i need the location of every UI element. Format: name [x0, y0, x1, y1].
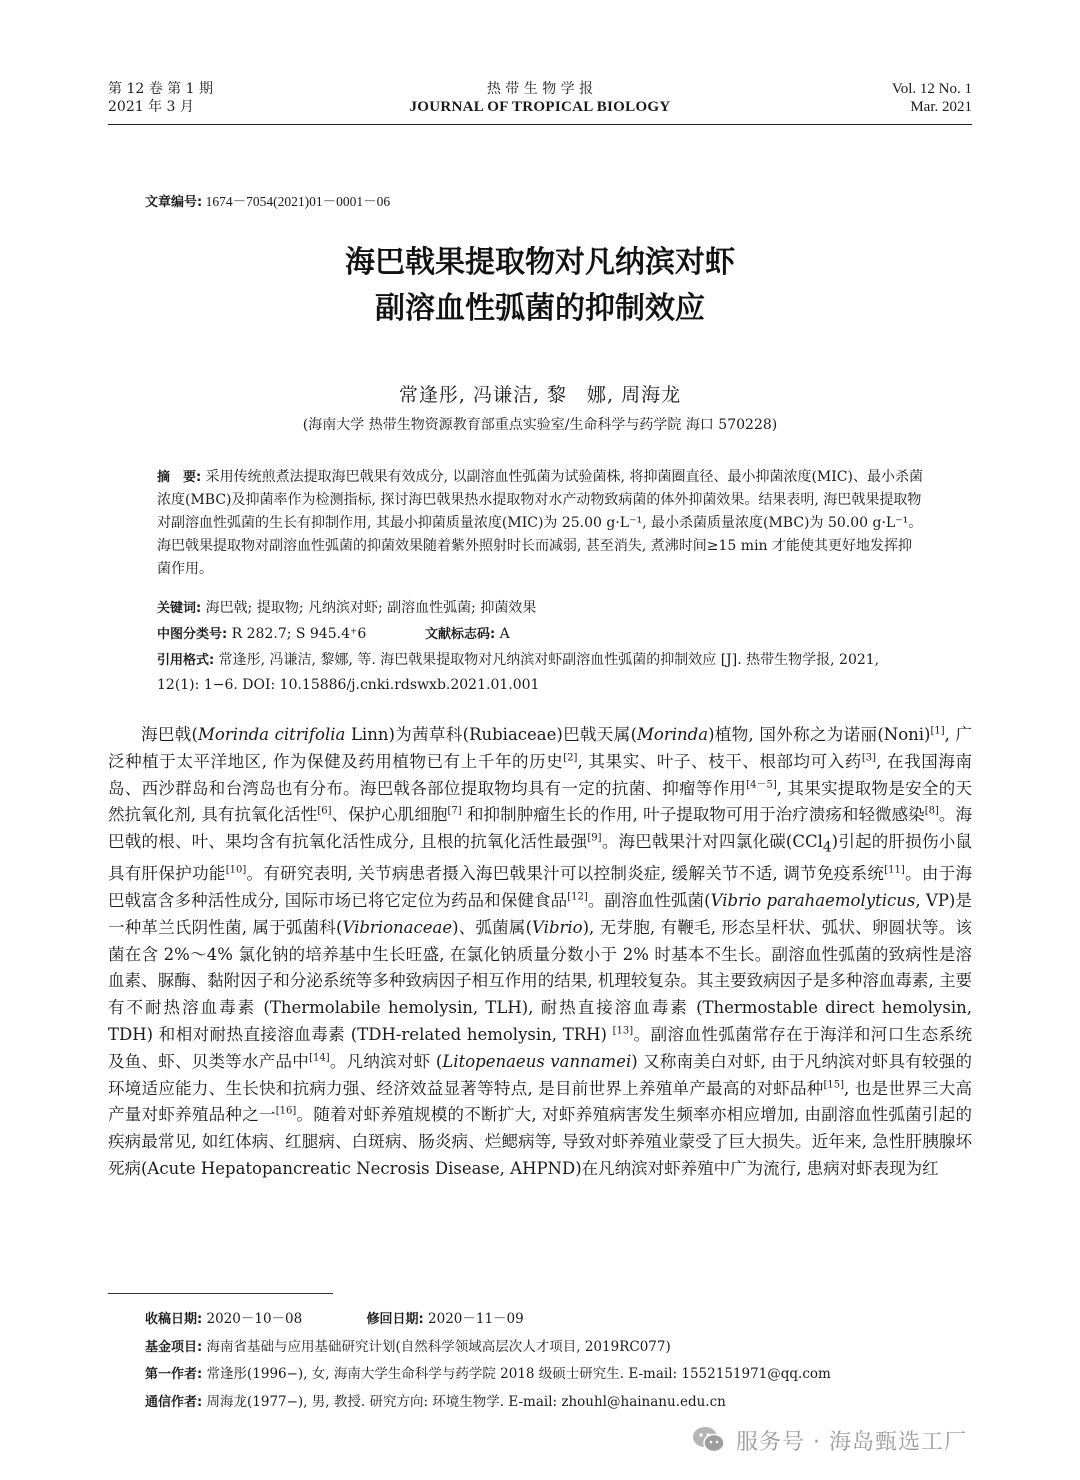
italic-run: Morinda [637, 725, 709, 744]
keywords-label: 关键词: [157, 601, 202, 616]
date-line: 2021 年 3 月 [108, 99, 194, 115]
document-code [425, 622, 510, 647]
first-author-label: 第一作者: [145, 1367, 203, 1382]
received-label: 收稿日期: [145, 1312, 203, 1327]
text-run: , 广泛种植于太平洋地区, 作为保健及药用植物已有上千年的历史 [108, 725, 972, 771]
text-run: )植物, 国外称之为诺丽(Noni) [708, 725, 931, 744]
text-run: , 在我国海南岛、西沙群岛和台湾岛也有分布。海巴戟各部位提取物均具有一定的抗菌、抑瘤等作用 [108, 751, 972, 798]
article-number-value: 1674－7054(2021)01－0001－06 [202, 194, 391, 209]
italic-run: Vibrio [532, 917, 583, 937]
journal-name-en: JOURNAL OF TROPICAL BIOLOGY [409, 99, 671, 115]
body-paragraph [108, 722, 972, 1183]
article-number-label: 文章编号: [145, 195, 203, 210]
journal-name [108, 80, 972, 116]
paper-title [0, 240, 1080, 332]
reference-mark: [15] [823, 1079, 845, 1091]
text-run: 。副溶血性弧菌( [587, 891, 711, 911]
reference-mark: [11] [884, 864, 905, 876]
keywords [157, 596, 923, 621]
text-run: , 其果实、叶子、枝干、根部均可入药 [577, 751, 862, 771]
footnote-rule [108, 1293, 333, 1294]
reference-mark: [13] [612, 1025, 634, 1037]
affiliation: (海南大学 热带生物资源教育部重点实验室/生命科学与药学院 海口 570228) [302, 417, 778, 433]
revised-value: 2020－11－09 [423, 1311, 524, 1327]
watermark-text: 服务号 · 海岛甄选工厂 [736, 1430, 967, 1455]
citation-format [157, 648, 923, 697]
subscript: 4 [822, 839, 832, 856]
footnotes [145, 1306, 972, 1416]
keywords-text: 海巴戟; 提取物; 凡纳滨对虾; 副溶血性弧菌; 抑菌效果 [201, 600, 537, 616]
reference-mark: [1] [930, 725, 945, 737]
title-line-1: 海巴戟果提取物对凡纳滨对虾 [345, 245, 735, 280]
italic-run: Vibrionaceae [342, 917, 453, 937]
text-run: 。由于海巴戟富含多种活性成分, 国际市场已将它定位为药品和保健食品 [108, 864, 973, 911]
text-run: , 其果实提取物是安全的天然抗氧化剂, 具有抗氧化活性 [108, 778, 973, 825]
reference-mark: [12] [567, 891, 588, 903]
document-code-label: 文献标志码: [425, 627, 496, 642]
first-author-value: 常逢彤(1996−), 女, 海南大学生命科学与药学院 2018 级硕士研究生. E-mail: 1552151971@qq.com [202, 1366, 831, 1382]
dates-row [145, 1306, 972, 1334]
corresponding-author-label: 通信作者: [145, 1394, 203, 1410]
citation-label: 引用格式: [157, 653, 215, 668]
fund-value: 海南省基础与应用基础研究计划(自然科学领域高层次人才项目, 2019RC077) [202, 1338, 671, 1355]
volume-line-en: Vol. 12 No. 1 [891, 81, 972, 97]
article-number [145, 190, 390, 210]
reference-mark: [16] [275, 1105, 297, 1117]
title-line-2: 副溶血性弧菌的抑制效应 [375, 291, 705, 326]
clc-label: 中图分类号: [157, 627, 228, 642]
abstract [157, 466, 923, 581]
reference-mark: [4－5] [746, 779, 777, 791]
text-run: 。凡纳滨对虾 ( [329, 1051, 443, 1071]
italic-run: Morinda citrifolia [198, 725, 346, 744]
text-run: ), 无芽胞, 有鞭毛, 形态呈杆状、弧状、卵圆状等。该菌在含 2%～4% 氯化钠的培养基中生长旺盛, 在氯化钠质量分数小于 2% 时基本不生长。副溶血性弧菌的致病性是溶血素、脲酶、黏附因子和分泌系统等多种致病因子相互作用的结果, 机理较复杂。其主要致病因子是多种溶血毒素, 主要有不耐热溶血毒素 (Thermolabile hemolysin, TLH), 耐热直接溶血毒素 (Thermostable direct hemolysin, TDH) 和相对耐热直接溶血毒素 (TDH-related hemolysin, TRH) [108, 917, 972, 1045]
volume-issue-en [892, 80, 972, 116]
date-line-en: Mar. 2021 [910, 99, 972, 115]
text-run: 。海巴戟果汁对四氯化碳(CCl [601, 832, 823, 852]
revised-date [367, 1306, 524, 1334]
reference-mark: [10] [225, 864, 247, 876]
text-run: ) 又称南美白对虾, 由于凡纳滨对虾具有较强的环境适应能力、生长快和抗病力强、经济效益显著等特点, 是目前世界上养殖单产最高的对虾品种 [108, 1051, 973, 1098]
journal-name-cn: 热 带 生 物 学 报 [486, 81, 594, 97]
clc-value: R 282.7; S 945.4⁺6 [227, 626, 367, 642]
corresponding-author-value: 周海龙(1977−), 男, 教授. 研究方向: 环境生物学. E-mail: zhouhl@hainanu.edu.cn [202, 1393, 726, 1410]
text-run: , VP)是一种革兰氏阴性菌, 属于弧菌科( [108, 891, 972, 937]
text-run: 、保护心肌细胞 [331, 805, 448, 825]
authors: 常逢彤, 冯谦洁, 黎 娜, 周海龙 [398, 384, 682, 406]
text-run: , 也是世界三大高产量对虾养殖品种之一 [108, 1078, 972, 1125]
italic-run: Vibrio parahaemolyticus [710, 891, 916, 911]
reference-mark: [2] [563, 752, 578, 764]
corresponding-author-row [145, 1389, 972, 1417]
abstract-text: 采用传统煎煮法提取海巴戟果有效成分, 以副溶血性弧菌为试验菌株, 将抑菌圈直径、最小抑菌浓度(MIC)、最小杀菌浓度(MBC)及抑菌率作为检测指标, 探讨海巴戟果热水提取物对水产动物致病菌的体外抑菌效果。结果表明, 海巴戟果提取物对副溶血性弧菌的生长有抑制作用, 其最小抑菌质量浓度(MIC)为 25.00 g·L⁻¹, 最小杀菌质量浓度(MBC)为 50.00 g·L⁻¹。海巴戟果提取物对副溶血性弧菌的抑菌效果随着紫外照射时长而减弱, 甚至消失, 煮沸时间≥15 min 才能使其更好地发挥抑菌作用。 [157, 469, 923, 577]
revised-label: 修回日期: [366, 1312, 424, 1327]
first-author-row [145, 1361, 972, 1389]
text-run: Linn)为茜草科(Rubiaceae)巴戟天属( [345, 725, 638, 744]
text-run: 海巴戟( [141, 725, 198, 744]
reference-mark: [7] [447, 805, 462, 817]
text-run: 和抑制肿瘤生长的作用, 叶子提取物可用于治疗溃疡和轻微感染 [461, 805, 925, 825]
text-run: 。有研究表明, 关节病患者摄入海巴戟果汁可以控制炎症, 缓解关节不适, 调节免疫系统 [246, 864, 885, 884]
text-run: )引起的肝损伤小鼠具有肝保护功能 [108, 832, 972, 884]
text-run: 。海巴戟的根、叶、果均含有抗氧化活性成分, 且根的抗氧化活性最强 [108, 805, 972, 852]
volume-line: 第 12 卷 第 1 期 [108, 81, 213, 97]
text-run: )、弧菌属( [452, 917, 533, 937]
header-rule [108, 124, 972, 125]
reference-mark: [14] [309, 1052, 330, 1064]
italic-run: Litopenaeus vannamei [442, 1051, 632, 1071]
reference-mark: [6] [317, 805, 332, 817]
reference-mark: [9] [587, 832, 602, 844]
abstract-label: 摘 要: [157, 470, 202, 485]
citation-text: 常逢彤, 冯谦洁, 黎娜, 等. 海巴戟果提取物对凡纳滨对虾副溶血性弧菌的抑制效应 [J]. 热带生物学报, 2021, 12(1): 1−6. DOI: 10.15886/j.cnki.rdswxb.2021.01.001 [157, 652, 880, 693]
running-header [108, 80, 972, 124]
reference-mark: [8] [924, 805, 939, 817]
fund-row [145, 1334, 972, 1362]
text-run: 。随着对虾养殖规模的不断扩大, 对虾养殖病害发生频率亦相应增加, 由副溶血性弧菌引起的疾病最常见, 如红体病、红腿病、白斑病、肠炎病、烂鳃病等, 导致对虾养殖业蒙受了巨大损失。近年来, 急性肝胰腺坏死病(Acute Hepatopancreatic Necrosis Disease, AHPND)在凡纳滨对虾养殖中广为流行, 患病对虾表现为红 [108, 1105, 973, 1179]
document-code-value: A [495, 626, 510, 642]
reference-mark: [3] [861, 752, 877, 764]
fund-label: 基金项目: [145, 1339, 203, 1355]
text-run: 。副溶血性弧菌常存在于海洋和河口生态系统及鱼、虾、贝类等水产品中 [108, 1025, 973, 1071]
classification [157, 622, 923, 647]
wechat-icon [692, 1425, 726, 1455]
received-value: 2020－10－08 [202, 1311, 303, 1327]
body-text [108, 722, 972, 1183]
